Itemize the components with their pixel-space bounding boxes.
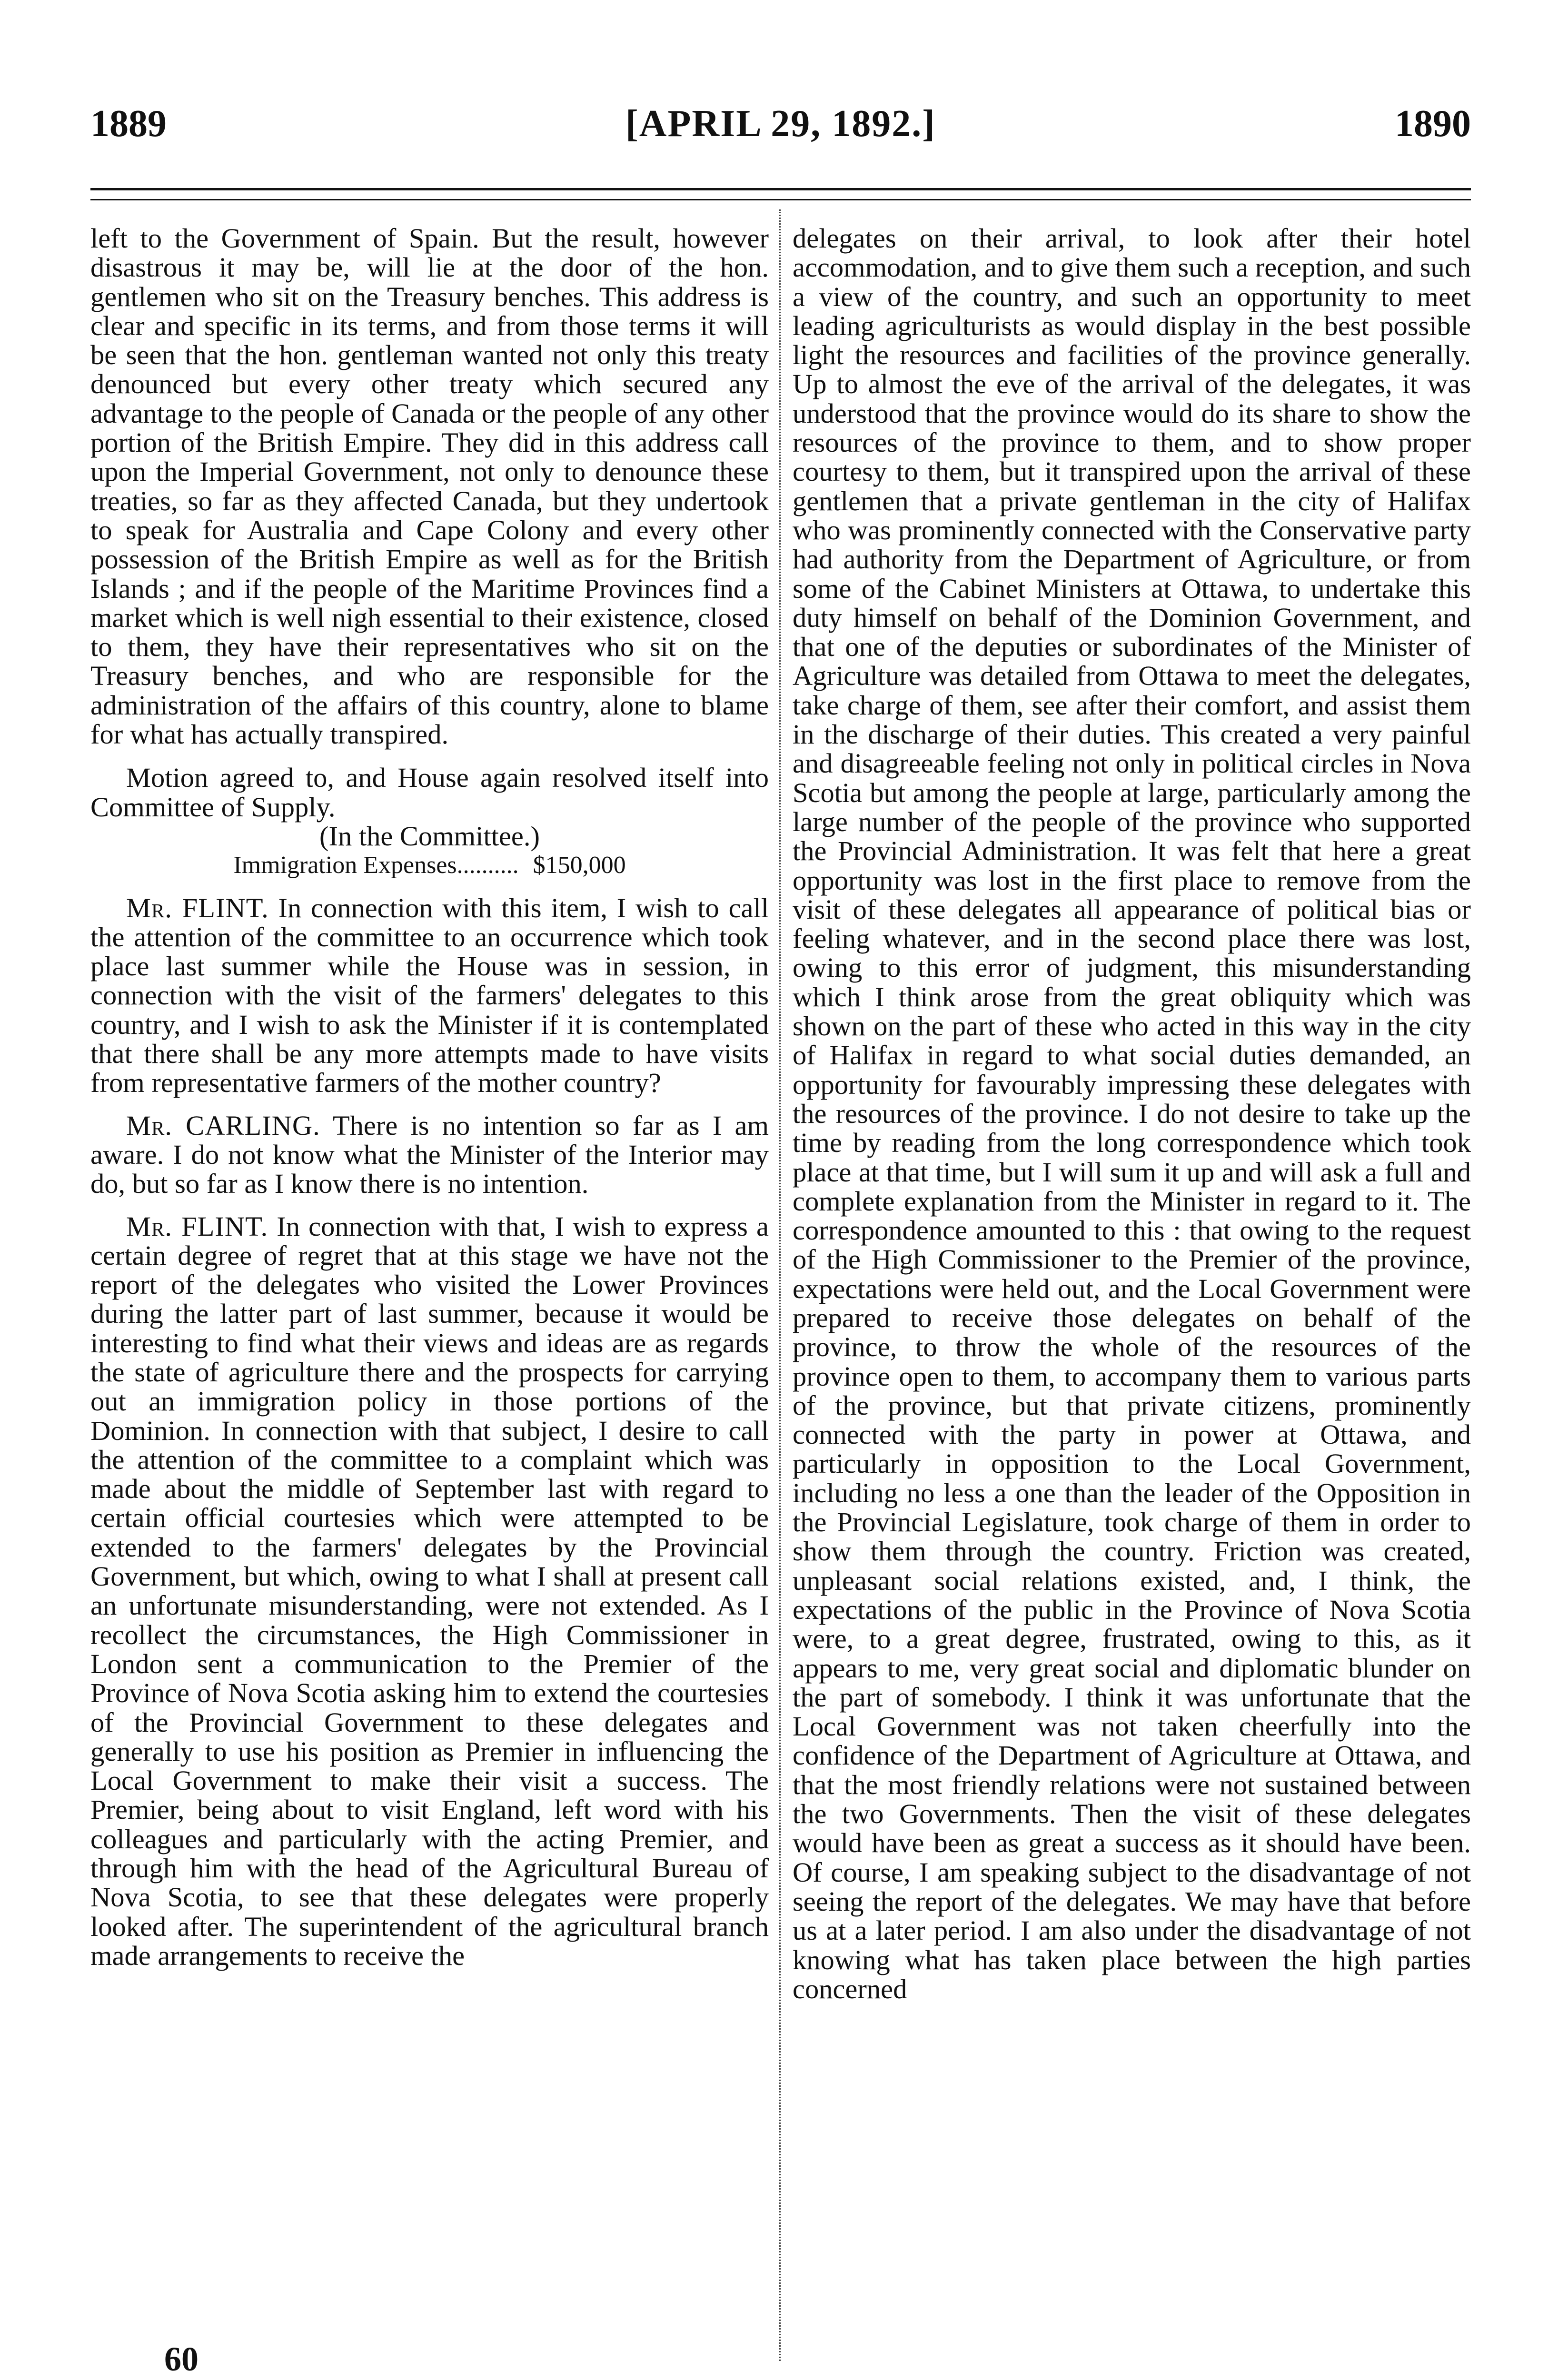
- header-rule: [90, 188, 1471, 190]
- vote-item-amount: $150,000: [533, 852, 626, 879]
- page-date: [APRIL 29, 1892.]: [625, 103, 936, 145]
- page-number-left: 1889: [90, 103, 167, 145]
- right-column: [793, 224, 1471, 2003]
- speech-text: There is no intention so far as I am aware. I do not know what the Minister of the Interior may do, but so far as I know there is no intention.: [90, 1110, 769, 1200]
- committee-heading: (In the Committee.): [319, 820, 540, 852]
- speech-text: In connection with this item, I wish to call the attention of the committee to an occurrence which took place last summer while the House was in session, in connection with the visit of the farmers' delegates to this country, and I wish to ask the Minister if it is contemplated that there shall be any more attempts made to have visits from representative farmers of the mother country?: [90, 892, 769, 1099]
- left-column: [90, 224, 769, 1970]
- header-rule-thin: [90, 199, 1471, 200]
- speaker-name: Mr. FLINT.: [126, 1210, 268, 1242]
- vote-item-label: Immigration Expenses..........: [233, 852, 519, 879]
- page-header: [90, 102, 1471, 159]
- vote-item: [90, 851, 769, 880]
- signature-mark: 60: [164, 2340, 198, 2378]
- speaker-name: Mr. FLINT.: [126, 892, 269, 923]
- page-number-right: 1890: [1395, 103, 1471, 145]
- speech-flint-2: [90, 1212, 769, 1971]
- column-divider: [779, 209, 781, 2361]
- paragraph: left to the Government of Spain. But the result, however disastrous it may be, will lie at the door of the hon. gentlemen who sit on the Treasury benches. This address is clear and specific in its terms, and from those terms it will be seen that the hon. gentleman wanted not only this treaty denounced but every other treaty which secured any advantage to the people of Canada or the people of any other portion of the British Empire. They did in this address call upon the Imperial Government, not only to denounce these treaties, so far as they affected Canada, but they undertook to speak for Australia and Cape Colony and every other possession of the British Empire as well as for the British Islands ; and if the people of the Maritime Provinces find a market which is well nigh essential to their existence, closed to them, they have their representatives who sit on the Treasury benches, and who are responsible for the administration of the affairs of this country, alone to blame for what has actually transpired.: [90, 223, 769, 750]
- speech-carling: [90, 1111, 769, 1199]
- motion-paragraph: Motion agreed to, and House again resolved itself into Committee of Supply.: [90, 762, 769, 823]
- speaker-name: Mr. CARLING.: [126, 1110, 320, 1141]
- speech-flint-1: [90, 893, 769, 1098]
- speech-text: In connection with that, I wish to express a certain degree of regret that at this stage we have not the report of the delegates who visited the Lower Provinces during the latter part of last summer, because it would be interesting to find what their views and ideas are as regards the state of agriculture there and the prospects for carrying out an immigration policy in those portions of the Dominion. In connection with that subject, I desire to call the attention of the committee to a complaint which was made about the middle of September last with regard to certain official courtesies which were attempted to be extended to the farmers' delegates by the Provincial Government, but which, owing to what I shall at present call an unfortunate misunderstanding, were not extended. As I recollect the circumstances, the High Commissioner in London sent a communication to the Premier of the Province of Nova Scotia asking him to extend the courtesies of the Provincial Government to these delegates and generally to use his position as Premier in influencing the Local Government to make their visit a success. The Premier, being about to visit England, left word with his colleagues and particularly with the acting Premier, and through him with the head of the Agricultural Bureau of Nova Scotia, to see that these delegates were properly looked after. The superintendent of the agricultural branch made arrangements to receive the: [90, 1210, 769, 1971]
- paragraph: delegates on their arrival, to look after their hotel accommodation, and to give them such a reception, and such a view of the country, and such an opportunity to meet leading agriculturists as would display in the best possible light the resources and facilities of the province generally. Up to almost the eve of the arrival of the delegates, it was understood that the province would do its share to show the resources of the province to them, and to show proper courtesy to them, but it transpired upon the arrival of these gentlemen that a private gentleman in the city of Halifax who was prominently connected with the Conservative party had authority from the Department of Agriculture, or from some of the Cabinet Ministers at Ottawa, to undertake this duty himself on behalf of the Dominion Government, and that one of the deputies or subordinates of the Minister of Agriculture was detailed from Ottawa to meet the delegates, take charge of them, see after their comfort, and assist them in the discharge of their duties. This created a very painful and disagreeable feeling not only in political circles in Nova Scotia but among the people at large, particularly among the large number of the people of the province who supported the Provincial Administration. It was felt that here a great opportunity was lost in the first place to remove from the visit of these delegates all appearance of political bias or feeling whatever, and in the second place there was lost, owing to this error of judgment, this misunderstanding which I think arose from the great obliquity which was shown on the part of these who acted in this way in the city of Halifax in regard to what social duties demanded, an opportunity for favourably impressing these delegates with the resources of the province. I do not desire to take up the time by reading from the long correspondence which took place at that time, but I will sum it up and will ask a full and complete explanation from the Minister in regard to it. The correspondence amounted to this : that owing to the request of the High Commissioner to the Premier of the province, expectations were held out, and the Local Government were prepared to receive those delegates on behalf of the province, to throw the whole of the resources of the province open to them, to accompany them to various parts of the province, but that private citizens, prominently connected with the party in power at Ottawa, and particularly in opposition to the Local Government, including no less a one than the leader of the Opposition in the Provincial Legislature, took charge of them in order to show them through the country. Friction was created, unpleasant social relations existed, and, I think, the expectations of the public in the Province of Nova Scotia were, to a great degree, frustrated, owing to this, as it appears to me, very great social and diplomatic blunder on the part of somebody. I think it was unfortunate that the Local Government was not taken cheerfully into the confidence of the Department of Agriculture at Ottawa, and that the most friendly relations were not sustained between the two Governments. Then the visit of these delegates would have been as great a success as it should have been. Of course, I am speaking subject to the disadvantage of not seeing the report of the delegates. We may have that before us at a later period. I am also under the disadvantage of not knowing what has taken place between the high parties concerned: [793, 223, 1471, 2004]
